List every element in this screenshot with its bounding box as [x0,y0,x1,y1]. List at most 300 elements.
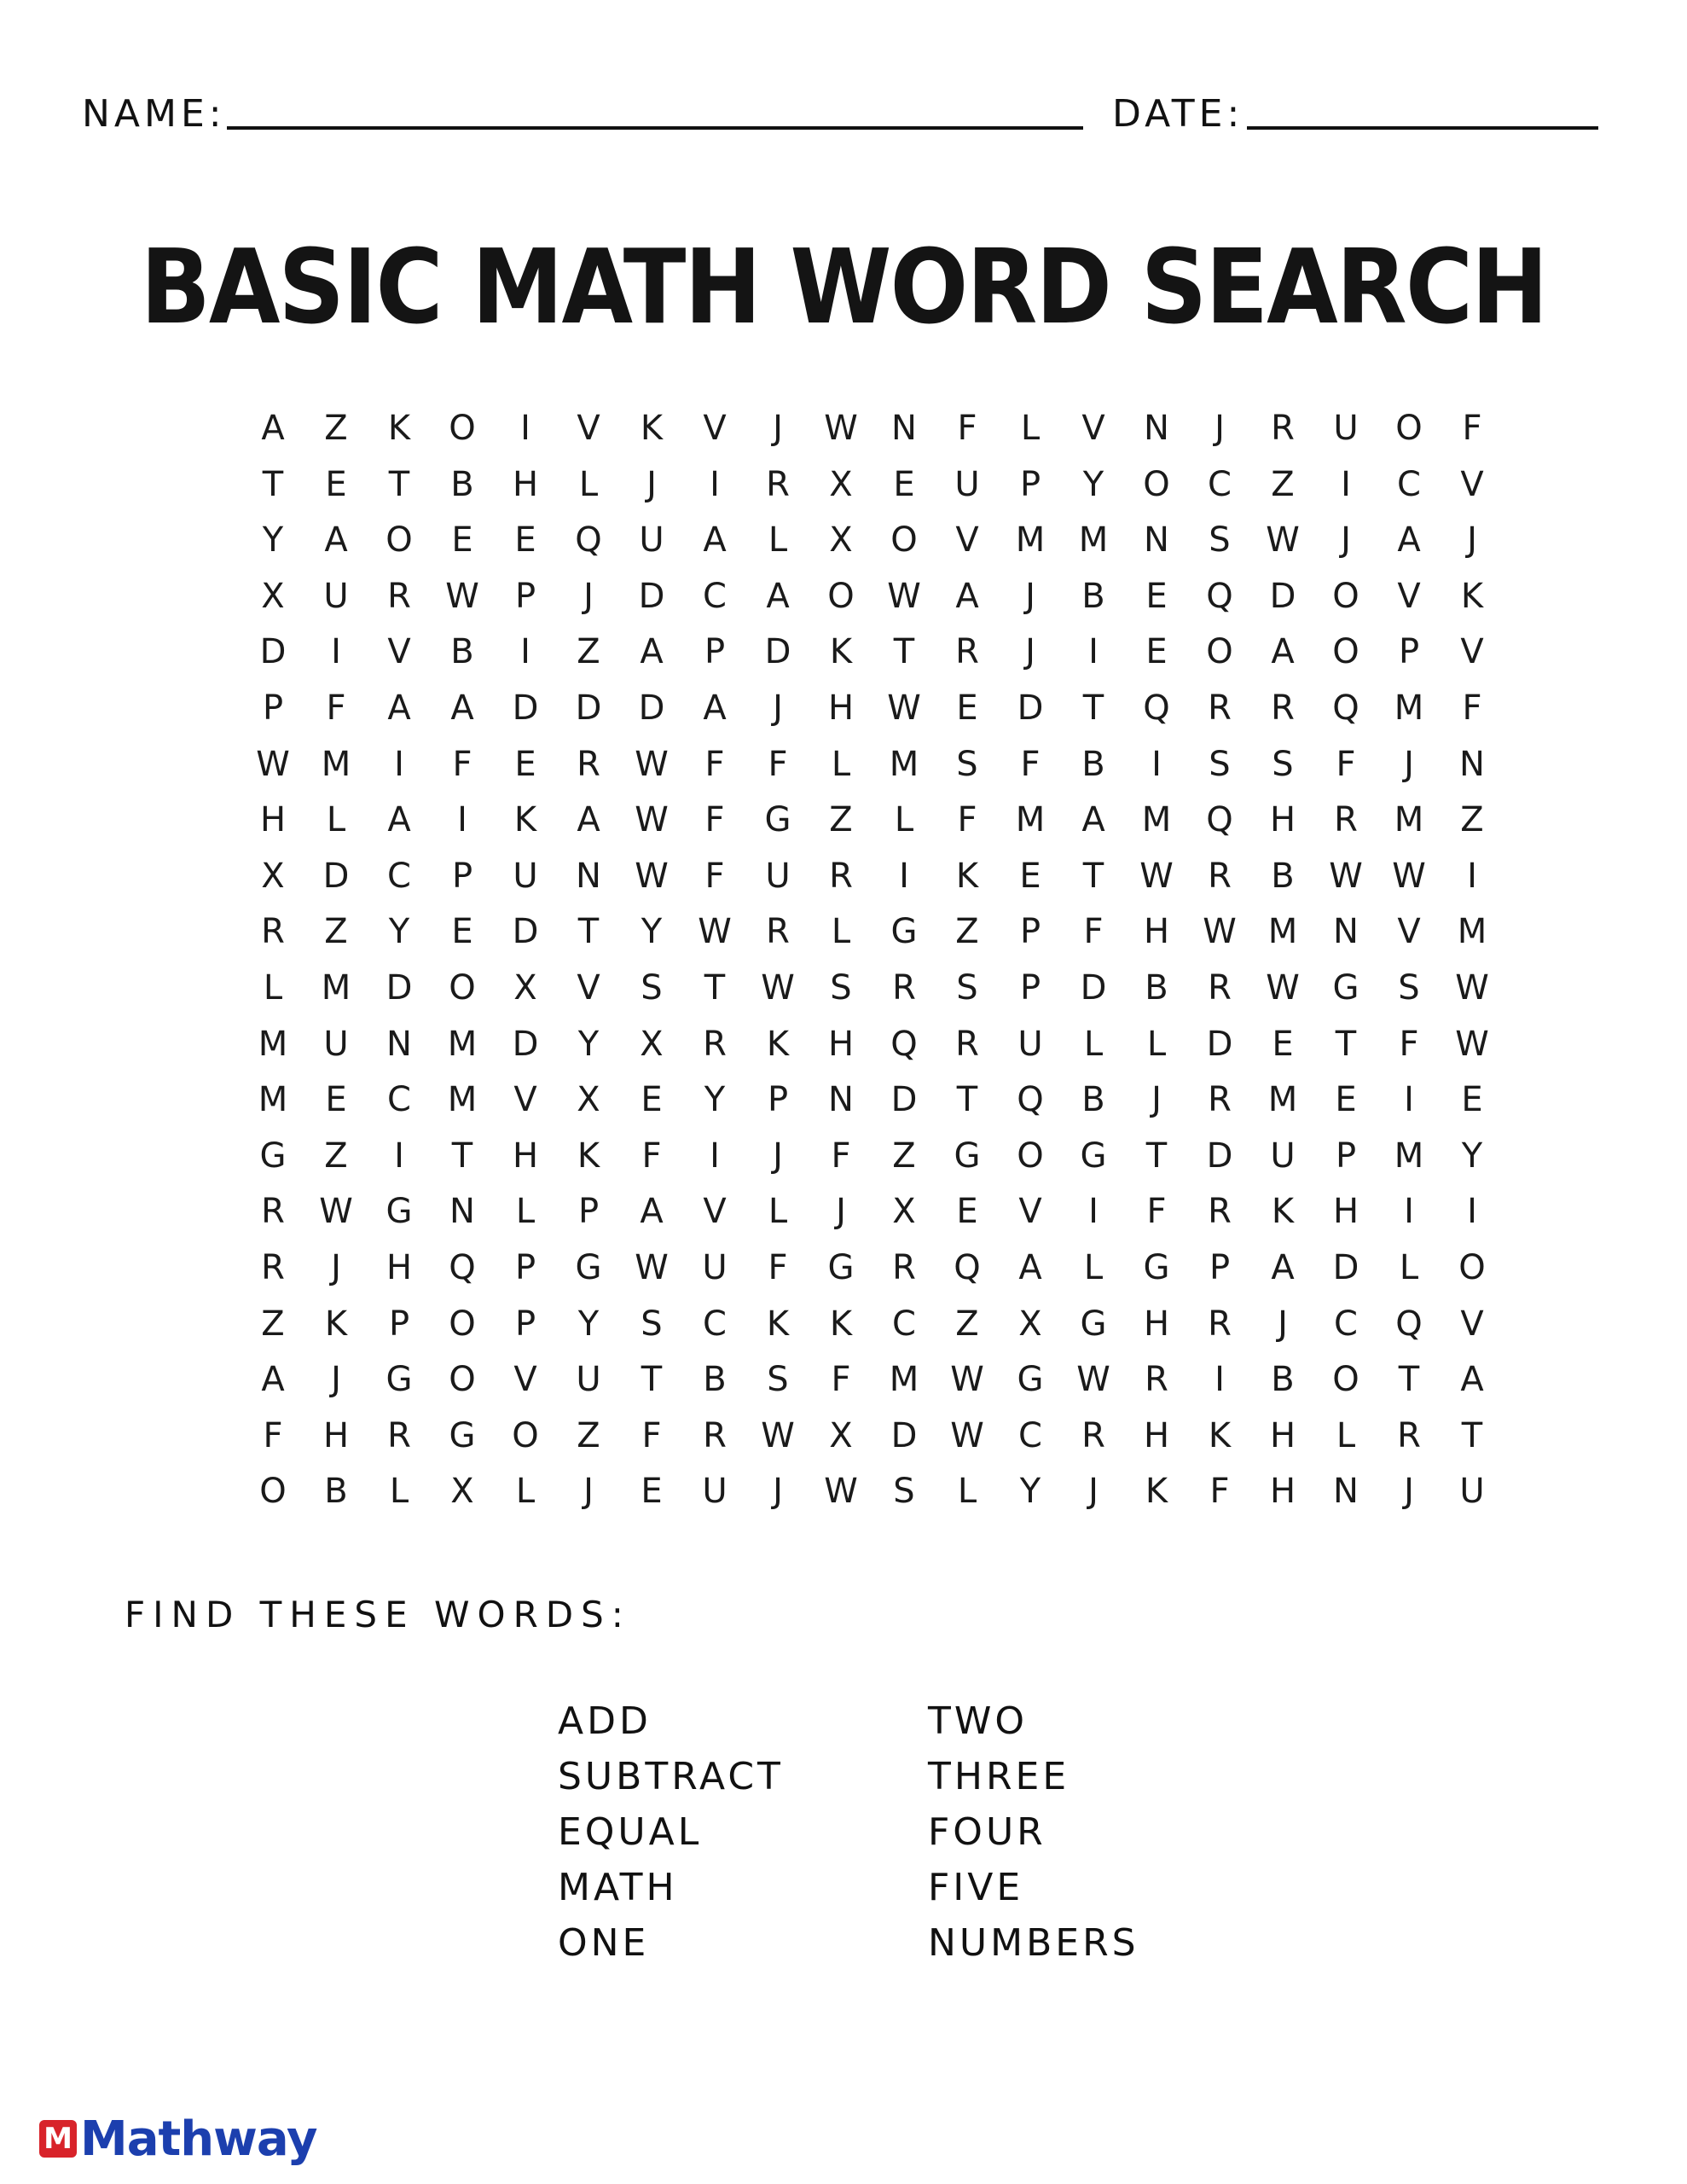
grid-letter: E [451,912,473,952]
grid-letter: P [1019,912,1041,952]
mathway-logo [39,2111,316,2167]
grid-letter: K [387,409,411,448]
grid-letter: N [1459,744,1485,784]
grid-letter: J [1025,576,1035,616]
grid-letter: M [1015,520,1046,561]
grid-letter: U [639,520,664,561]
grid-letter: L [1399,1247,1419,1287]
grid-letter: B [1271,856,1295,896]
grid-letter: W [950,1360,984,1400]
grid-letter: K [577,1136,600,1176]
grid-letter: J [1278,1304,1288,1344]
grid-letter: G [259,1136,287,1176]
grid-letter: F [768,1247,788,1287]
grid-letter: M [889,1360,919,1400]
grid-letter: A [577,800,600,840]
grid-letter: L [1083,1247,1104,1287]
grid-letter: F [1336,744,1356,784]
grid-letter: D [1206,1024,1233,1064]
date-label: DATE: [1112,92,1244,136]
grid-letter: R [1208,967,1232,1008]
grid-letter: M [258,1080,288,1120]
grid-letter: E [514,744,536,784]
grid-letter: I [394,1136,404,1176]
grid-letter: Y [388,912,410,952]
grid-letter: W [950,1415,984,1455]
grid-letter: A [261,409,285,448]
grid-letter: V [513,1360,537,1400]
grid-letter: J [1404,744,1414,784]
grid-letter: U [1017,1024,1043,1064]
grid-letter: M [1141,800,1172,840]
word-item: EQUAL [558,1810,703,1854]
grid-letter: Z [324,912,348,952]
grid-letter: B [324,1472,348,1512]
grid-letter: N [891,409,917,448]
grid-letter: E [514,520,536,561]
grid-letter: L [263,967,283,1008]
grid-letter: R [1081,1415,1105,1455]
grid-letter: A [703,688,727,728]
grid-letter: H [1269,800,1296,840]
grid-letter: G [449,1415,476,1455]
grid-letter: M [889,744,919,784]
grid-letter: L [578,464,599,504]
grid-letter: W [1203,912,1237,952]
grid-letter: M [321,744,351,784]
grid-letter: X [892,1192,916,1232]
grid-letter: M [1078,520,1109,561]
grid-letter: R [955,632,979,672]
grid-letter: S [893,1472,915,1512]
grid-letter: D [638,688,665,728]
grid-letter: A [324,520,348,561]
word-list-column-2 [928,1693,1371,1971]
grid-letter: F [704,856,725,896]
grid-letter: A [640,1192,664,1232]
grid-letter: V [955,520,979,561]
grid-letter: Q [890,1024,918,1064]
grid-letter: H [1332,1192,1359,1232]
grid-letter: R [1208,1192,1232,1232]
grid-letter: B [1271,1360,1295,1400]
word-item: FIVE [928,1866,1024,1909]
grid-letter: W [887,688,921,728]
word-item: TWO [928,1699,1029,1743]
grid-letter: G [1080,1136,1107,1176]
grid-letter: O [1143,464,1170,504]
grid-letter: D [764,632,791,672]
date-line [1247,126,1598,130]
grid-letter: S [641,967,663,1008]
grid-letter: U [702,1472,728,1512]
grid-letter: R [261,1192,285,1232]
grid-letter: F [641,1415,662,1455]
grid-letter: Q [1395,1304,1423,1344]
grid-letter: R [892,1247,916,1287]
grid-letter: I [1404,1080,1414,1120]
grid-letter: F [1083,912,1104,952]
grid-letter: I [1215,1360,1225,1400]
grid-letter: W [887,576,921,616]
grid-letter: S [956,967,978,1008]
grid-letter: G [386,1360,413,1400]
grid-letter: C [1334,1304,1358,1344]
grid-letter: F [831,1360,851,1400]
grid-letter: R [1208,1080,1232,1120]
word-item: ADD [558,1699,652,1743]
grid-letter: F [641,1136,662,1176]
grid-letter: X [829,464,853,504]
grid-letter: E [893,464,915,504]
grid-letter: D [386,967,413,1008]
grid-letter: F [1146,1192,1167,1232]
grid-letter: P [514,1304,536,1344]
name-label: NAME: [82,92,226,136]
grid-letter: S [1209,520,1231,561]
grid-letter: Z [1271,464,1295,504]
grid-letter: V [577,967,600,1008]
grid-letter: Q [1206,800,1233,840]
grid-letter: V [513,1080,537,1120]
grid-letter: Y [1461,1136,1483,1176]
grid-letter: J [331,1360,341,1400]
grid-letter: J [1341,520,1351,561]
grid-letter: D [890,1415,918,1455]
grid-letter: F [704,744,725,784]
grid-letter: B [1145,967,1168,1008]
grid-letter: Q [954,1247,981,1287]
grid-letter: J [773,1472,783,1512]
header-row [82,85,1600,136]
name-line [227,126,1083,130]
grid-letter: P [451,856,473,896]
grid-letter: D [512,912,539,952]
grid-letter: D [575,688,602,728]
grid-letter: J [583,1472,594,1512]
grid-letter: E [325,464,347,504]
grid-letter: O [1332,632,1359,672]
grid-letter: F [1462,409,1482,448]
grid-letter: M [321,967,351,1008]
grid-letter: R [387,1415,411,1455]
grid-letter: A [1271,1247,1295,1287]
grid-letter: W [319,1192,353,1232]
grid-letter: E [451,520,473,561]
grid-letter: V [703,409,727,448]
grid-letter: K [1271,1192,1295,1232]
grid-letter: W [1076,1360,1110,1400]
grid-letter: W [1455,967,1489,1008]
grid-letter: O [890,520,918,561]
grid-letter: U [323,1024,349,1064]
grid-letter: P [514,1247,536,1287]
grid-letter: W [824,1472,858,1512]
grid-letter: I [520,632,530,672]
word-item: ONE [558,1921,650,1965]
grid-letter: B [1081,1080,1105,1120]
grid-letter: J [331,1247,341,1287]
grid-letter: Z [324,409,348,448]
grid-letter: T [577,912,600,952]
grid-letter: O [449,967,476,1008]
grid-letter: G [1143,1247,1170,1287]
grid-letter: N [1333,1472,1359,1512]
grid-letter: D [1269,576,1296,616]
grid-letter: C [1208,464,1232,504]
grid-letter: I [1467,1192,1477,1232]
grid-letter: C [387,856,411,896]
grid-letter: Z [577,1415,600,1455]
grid-letter: A [387,800,411,840]
grid-letter: N [1333,912,1359,952]
grid-letter: Z [829,800,853,840]
grid-letter: O [259,1472,287,1512]
grid-letter: I [1467,856,1477,896]
grid-letter: D [1017,688,1044,728]
grid-letter: E [641,1472,663,1512]
grid-letter: I [520,409,530,448]
grid-letter: G [1080,1304,1107,1344]
grid-letter: K [513,800,537,840]
grid-letter: U [576,1360,601,1400]
grid-letter: F [831,1136,851,1176]
grid-letter: G [575,1247,602,1287]
grid-letter: S [956,744,978,784]
grid-letter: O [827,576,855,616]
grid-letter: O [1458,1247,1486,1287]
grid-letter: U [1333,409,1359,448]
grid-letter: E [1019,856,1041,896]
grid-letter: V [1460,632,1484,672]
grid-letter: N [828,1080,854,1120]
grid-letter: E [1272,1024,1294,1064]
grid-letter: X [1018,1304,1042,1344]
grid-letter: Y [577,1024,600,1064]
grid-letter: T [451,1136,473,1176]
grid-letter: F [1020,744,1041,784]
grid-letter: H [259,800,287,840]
grid-letter: T [388,464,410,504]
grid-letter: U [954,464,980,504]
worksheet-title: BASIC MATH WORD SEARCH [140,229,1547,347]
grid-letter: M [1394,688,1424,728]
grid-letter: I [1088,1192,1099,1232]
grid-letter: W [761,1415,795,1455]
grid-letter: P [577,1192,600,1232]
grid-letter: K [766,1024,790,1064]
grid-letter: W [445,576,479,616]
word-item: NUMBERS [928,1921,1139,1965]
grid-letter: H [512,464,539,504]
grid-letter: V [1460,464,1484,504]
grid-letter: Q [575,520,602,561]
grid-letter: G [1332,967,1359,1008]
grid-letter: R [1397,1415,1421,1455]
grid-letter: J [583,576,594,616]
grid-letter: H [386,1247,413,1287]
grid-letter: J [1151,1080,1162,1120]
grid-letter: F [704,800,725,840]
grid-letter: L [1020,409,1041,448]
grid-letter: E [1335,1080,1357,1120]
grid-letter: K [829,1304,853,1344]
grid-letter: H [1143,1304,1170,1344]
grid-letter: H [512,1136,539,1176]
grid-letter: V [1460,1304,1484,1344]
grid-letter: M [258,1024,288,1064]
grid-letter: Y [577,1304,600,1344]
word-item: MATH [558,1866,678,1909]
grid-letter: E [1145,576,1168,616]
grid-letter: O [449,409,476,448]
grid-letter: V [703,1192,727,1232]
mathway-logo-text: Mathway [80,2111,317,2167]
grid-letter: U [1459,1472,1485,1512]
grid-letter: O [449,1360,476,1400]
grid-letter: R [1145,1360,1168,1400]
grid-letter: B [1081,744,1105,784]
grid-letter: J [1215,409,1225,448]
grid-letter: O [1395,409,1423,448]
grid-letter: L [768,1192,788,1232]
grid-letter: M [1457,912,1487,952]
grid-letter: R [1334,800,1358,840]
grid-letter: U [702,1247,728,1287]
grid-letter: H [827,688,855,728]
word-item: SUBTRACT [558,1755,784,1798]
grid-letter: N [1144,409,1169,448]
grid-letter: C [892,1304,916,1344]
grid-letter: N [576,856,601,896]
grid-letter: K [955,856,979,896]
grid-letter: T [641,1360,663,1400]
grid-letter: O [1206,632,1233,672]
grid-letter: L [831,912,851,952]
grid-letter: J [1088,1472,1099,1512]
grid-letter: D [322,856,350,896]
grid-letter: L [768,520,788,561]
grid-letter: J [1025,632,1035,672]
grid-letter: D [1332,1247,1359,1287]
grid-letter: M [447,1024,478,1064]
grid-letter: E [325,1080,347,1120]
grid-letter: Z [955,912,979,952]
grid-letter: P [1019,967,1041,1008]
grid-letter: I [1404,1192,1414,1232]
grid-letter: F [768,744,788,784]
grid-letter: W [698,912,732,952]
grid-letter: X [261,576,285,616]
grid-letter: J [773,409,783,448]
grid-letter: H [827,1024,855,1064]
grid-letter: T [1082,688,1104,728]
grid-letter: C [1397,464,1421,504]
grid-letter: D [890,1080,918,1120]
grid-letter: A [1018,1247,1042,1287]
grid-letter: Y [704,1080,726,1120]
grid-letter: J [646,464,657,504]
grid-letter: S [767,1360,789,1400]
grid-letter: L [1083,1024,1104,1064]
grid-letter: W [635,1247,669,1287]
grid-letter: V [1397,912,1421,952]
grid-letter: R [261,912,285,952]
grid-letter: T [956,1080,978,1120]
grid-letter: F [957,800,977,840]
grid-letter: F [1399,1024,1419,1064]
grid-letter: Y [262,520,284,561]
grid-letter: X [577,1080,600,1120]
grid-letter: G [386,1192,413,1232]
grid-letter: M [1267,1080,1298,1120]
grid-letter: O [386,520,413,561]
grid-letter: I [899,856,909,896]
grid-letter: O [1017,1136,1044,1176]
grid-letter: O [1332,1360,1359,1400]
grid-letter: O [449,1304,476,1344]
grid-letter: L [389,1472,409,1512]
find-words-label: FIND THESE WORDS: [125,1594,631,1635]
grid-letter: R [1208,856,1232,896]
grid-letter: B [703,1360,727,1400]
grid-letter: K [324,1304,348,1344]
grid-letter: W [824,409,858,448]
grid-letter: R [1208,688,1232,728]
grid-letter: R [766,912,790,952]
grid-letter: P [514,576,536,616]
grid-letter: Z [1460,800,1484,840]
grid-letter: K [640,409,664,448]
grid-letter: L [326,800,346,840]
word-search-grid [241,401,1504,1520]
grid-letter: J [773,1136,783,1176]
grid-letter: E [1461,1080,1483,1120]
grid-letter: T [1398,1360,1420,1400]
grid-letter: C [703,1304,727,1344]
grid-letter: P [767,1080,789,1120]
grid-letter: Z [955,1304,979,1344]
grid-letter: Z [892,1136,916,1176]
grid-letter: V [1397,576,1421,616]
grid-letter: R [955,1024,979,1064]
grid-letter: E [641,1080,663,1120]
grid-letter: I [331,632,341,672]
grid-letter: A [640,632,664,672]
grid-letter: M [1394,800,1424,840]
grid-letter: N [449,1192,475,1232]
grid-letter: P [704,632,726,672]
grid-letter: L [515,1192,536,1232]
grid-letter: Q [1017,1080,1044,1120]
grid-letter: U [765,856,791,896]
grid-letter: Z [577,632,600,672]
grid-letter: I [1341,464,1351,504]
grid-letter: X [513,967,537,1008]
grid-letter: B [450,632,474,672]
grid-letter: W [1266,520,1300,561]
grid-letter: G [954,1136,981,1176]
grid-letter: K [1208,1415,1232,1455]
grid-letter: F [1209,1472,1230,1512]
grid-letter: U [513,856,538,896]
grid-letter: X [640,1024,664,1064]
grid-letter: K [1145,1472,1168,1512]
grid-letter: L [831,744,851,784]
grid-letter: A [1081,800,1105,840]
grid-letter: R [766,464,790,504]
grid-letter: R [1271,409,1295,448]
